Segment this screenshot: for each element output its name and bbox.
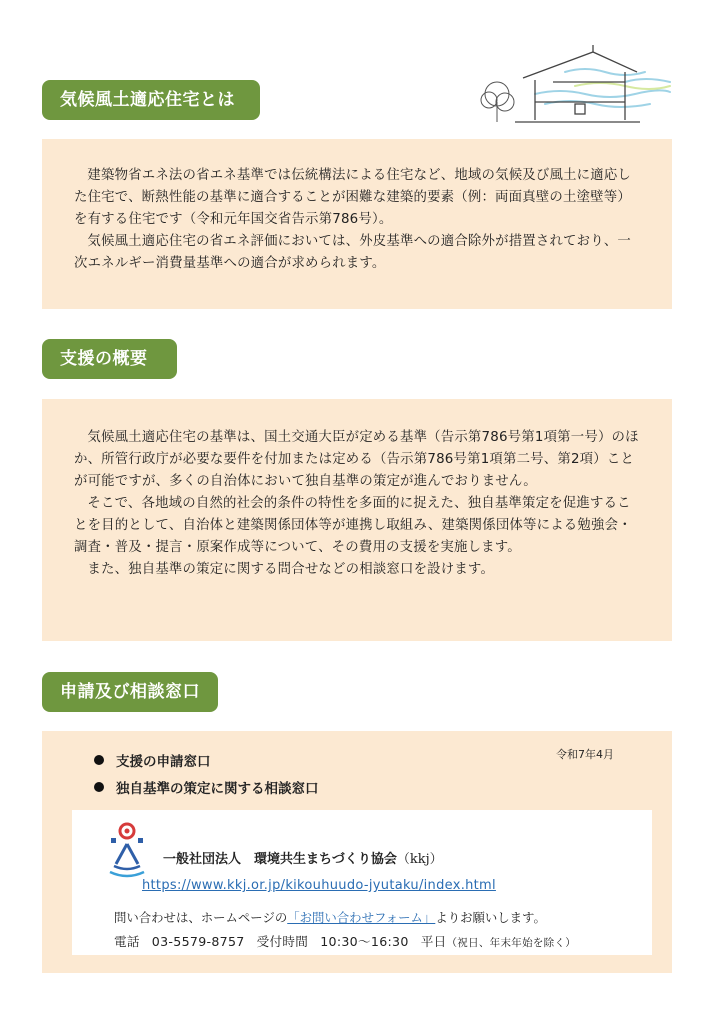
bullet-dot-icon xyxy=(94,782,104,792)
support-paragraph-1: 気候風土適応住宅の基準は、国土交通大臣が定める基準（告示第786号第1項第一号）のほか、所管行政庁が必要な要件を付加または定める（告示第786号第1項第二号、第2項）ことが可能ですが、多くの自治体において独自基準の策定が進んでおりません。 xyxy=(74,430,639,489)
inquiry-form-link[interactable]: 「お問い合わせフォーム」 xyxy=(287,910,436,925)
bullet-application-label: 支援の申請窓口 xyxy=(116,754,211,770)
days-note: （祝日、年末年始を除く） xyxy=(446,937,577,949)
org-name-text: 一般社団法人 環境共生まちづくり協会 xyxy=(163,852,397,867)
inquiry-prefix: 問い合わせは、ホームページの xyxy=(114,910,288,925)
org-name xyxy=(163,848,443,867)
bullet-consultation-label: 独自基準の策定に関する相談窓口 xyxy=(116,781,319,797)
bullet-application xyxy=(94,750,211,770)
org-abbr: （kkj） xyxy=(396,852,443,867)
section-heading-about: 気候風土適応住宅とは xyxy=(42,80,260,120)
house-illustration xyxy=(475,42,675,128)
about-paragraph-1: 建築物省エネ法の省エネ基準では伝統構法による住宅など、地域の気候及び風土に適応した住宅で、断熱性能の基準に適合することが困難な建築的要素（例：両面真壁の土塗壁等）を有する住宅です（令和元年国交省告示第786号）。 xyxy=(74,168,632,227)
section-heading-support: 支援の概要 xyxy=(42,339,177,379)
section-heading-contact: 申請及び相談窓口 xyxy=(42,672,218,712)
website-link[interactable]: https://www.kkj.or.jp/kikouhuudo-jyutaku/index.html xyxy=(142,878,496,893)
issue-date: 令和7年4月 xyxy=(556,748,614,761)
support-paragraph-2: そこで、各地域の自然的社会的条件の特性を多面的に捉えた、独自基準策定を促進することを目的として、自治体と建築関係団体等が連携し取組み、建築関係団体等による勉強会・調査・普及・提言・原案作成等について、その費用の支援を実施します。 xyxy=(74,496,632,555)
hours-label: 受付時間 xyxy=(256,934,309,949)
bullet-dot-icon xyxy=(94,755,104,765)
tel-number: 03-5579-8757 xyxy=(151,934,245,949)
about-panel xyxy=(42,139,672,309)
kkj-logo-icon xyxy=(108,822,146,880)
support-panel xyxy=(42,399,672,641)
inquiry-suffix: よりお願いします。 xyxy=(435,910,546,925)
days-value: 平日 xyxy=(420,934,447,949)
inquiry-text xyxy=(114,908,546,926)
support-paragraph-3: また、独自基準の策定に関する問合せなどの相談窓口を設けます。 xyxy=(87,562,495,577)
tel-label: 電話 xyxy=(114,934,140,949)
bullet-consultation xyxy=(94,777,319,797)
hours-value: 10:30～16:30 xyxy=(320,934,409,949)
tel-line xyxy=(114,931,576,950)
about-paragraph-2: 気候風土適応住宅の省エネ評価においては、外皮基準への適合除外が措置されており、一次エネルギー消費量基準への適合が求められます。 xyxy=(74,234,632,271)
contact-card xyxy=(72,810,652,955)
